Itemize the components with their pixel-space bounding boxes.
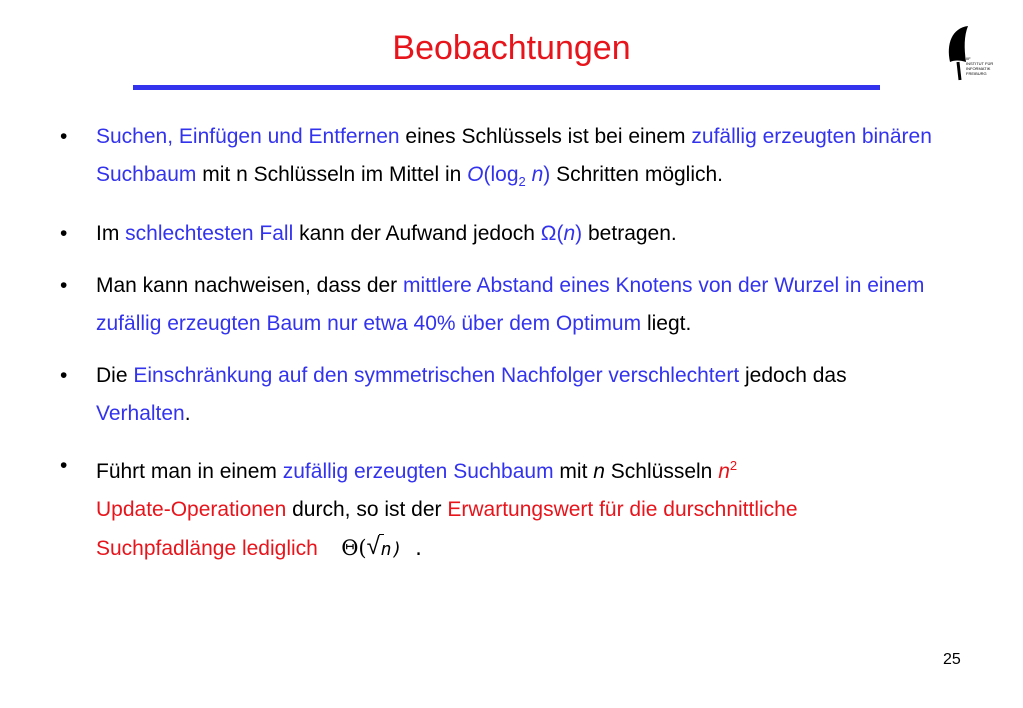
text-span: Schlüsseln <box>604 460 719 484</box>
text-span: mittlere Abstand eines Knotens von der Wurzel in einem zufällig erzeugten Baum nur etwa 40% über dem Optimum <box>96 274 925 336</box>
text-span: Erwartungswert für die durschnittliche Suchpfadlänge lediglich <box>96 498 798 561</box>
bullet-3 <box>60 267 940 343</box>
theta-symbol: Θ( <box>341 536 367 561</box>
text-span: schlechtesten Fall <box>125 222 294 246</box>
sqrt-bar <box>379 534 385 535</box>
text-span: durch, so ist der <box>286 498 448 522</box>
text-span: mit n Schlüsseln im Mittel in <box>196 163 468 186</box>
text-span: Update-Operationen <box>96 498 287 522</box>
text-span: n <box>563 222 576 246</box>
text-span: . <box>184 402 191 426</box>
text-span: mit <box>553 460 594 484</box>
text-span: O <box>467 163 484 186</box>
text-span: Die <box>96 364 134 388</box>
text-span: n <box>525 163 544 186</box>
text-span: eines Schlüssels ist bei einem <box>399 125 692 148</box>
bullet-4 <box>60 357 940 433</box>
text-span: liegt. <box>641 312 692 336</box>
formula-argument: n) <box>380 539 403 561</box>
text-span: Ω( <box>540 222 564 246</box>
bullet-5 <box>60 447 940 569</box>
text-span: Suchen, Einfügen und Entfernen <box>96 125 400 148</box>
text-span: ) <box>543 163 551 186</box>
text-span: n <box>718 460 730 484</box>
text-span: zufällig erzeugten binären Suchbaum <box>96 125 932 186</box>
text-span: zufällig erzeugten Suchbaum <box>282 460 554 484</box>
page-number: 25 <box>943 651 961 668</box>
text-span: n <box>593 460 605 484</box>
bullet-2 <box>60 215 940 253</box>
text-span: Verhalten <box>96 402 185 426</box>
slide-title: Beobachtungen <box>392 29 631 67</box>
text-span: (log <box>483 163 519 186</box>
text-span: Man kann nachweisen, dass der <box>96 274 404 298</box>
text-span: 2 <box>729 458 738 474</box>
bullet-1 <box>60 118 940 201</box>
text-span: Schritten möglich. <box>550 163 724 186</box>
title-underline <box>133 85 880 90</box>
text-span: Im <box>96 222 126 246</box>
text-span: kann der Aufwand jedoch <box>293 222 541 246</box>
text-span: Führt man in einem <box>96 460 283 484</box>
formula-end: . <box>402 539 424 561</box>
logo-text: IIF INSTITUT FÜR INFORMATIK FREIBURG <box>966 56 994 76</box>
sqrt-sign: √ <box>366 533 380 561</box>
university-logo <box>930 22 990 88</box>
text-span: betragen. <box>582 222 677 246</box>
bullet-list <box>60 118 940 583</box>
text-span: ) <box>575 222 583 246</box>
text-span: Einschränkung auf den symmetrischen Nachfolger verschlechtert <box>133 364 740 388</box>
text-span: 2 <box>518 174 526 190</box>
text-span: jedoch das <box>739 364 847 388</box>
sqrt-formula <box>367 530 403 569</box>
